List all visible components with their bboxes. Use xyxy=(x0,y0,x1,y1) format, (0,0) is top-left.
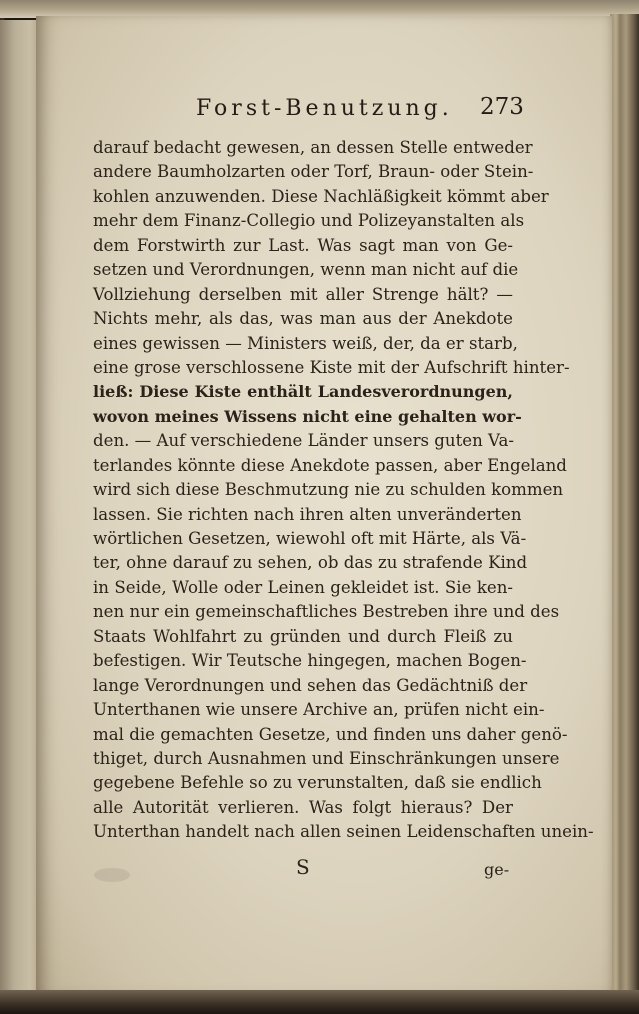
text-line: eine grose verschlossene Kiste mit der Aufschrift hinter- xyxy=(93,357,570,377)
text-line: Unterthan handelt nach allen seinen Leidenschaften unein- xyxy=(93,822,594,842)
text-line: alle Autorität verlieren. Was folgt hieraus? Der xyxy=(93,797,513,817)
text-line: setzen und Verordnungen, wenn man nicht auf die xyxy=(93,260,519,280)
text-line: Unterthanen wie unsere Archive an, prüfen nicht ein- xyxy=(93,700,545,720)
text-line: mehr dem Finanz-Collegio und Polizeyanstalten als xyxy=(93,211,525,231)
text-line: eines gewissen — Ministers weiß, der, da er starb, xyxy=(93,333,518,353)
book-edge xyxy=(610,14,639,994)
text-line: Staats Wohlfahrt zu gründen und durch Fleiß zu xyxy=(93,626,513,646)
text-line: mal die gemachten Gesetze, und finden uns daher genö- xyxy=(93,724,568,744)
facing-page-edge xyxy=(0,20,40,990)
catchword: ge- xyxy=(484,860,510,879)
bottom-edge xyxy=(0,990,639,1014)
text-line: kohlen anzuwenden. Diese Nachläßigkeit kömmt aber xyxy=(93,186,549,206)
text-line: wörtlichen Gesetzen, wiewohl oft mit Härte, als Vä- xyxy=(93,529,527,548)
text-line: dem Forstwirth zur Last. Was sagt man von Ge- xyxy=(93,235,513,255)
text-line: lassen. Sie richten nach ihren alten unveränderten xyxy=(93,504,522,524)
text-line: wovon meines Wissens nicht eine gehalten wor- xyxy=(93,406,522,426)
text-line: ließ: Diese Kiste enthält Landesverordnungen, xyxy=(93,382,513,402)
text-line: lange Verordnungen und sehen das Gedächtniß der xyxy=(93,675,528,695)
body-text xyxy=(93,136,594,845)
text-line: wird sich diese Beschmutzung nie zu schulden kommen xyxy=(93,480,564,500)
text-line: ter, ohne darauf zu sehen, ob das zu strafende Kind xyxy=(93,553,528,573)
text-line: gegebene Befehle so zu verunstalten, daß sie endlich xyxy=(93,773,542,793)
text-line: in Seide, Wolle oder Leinen gekleidet ist. Sie ken- xyxy=(93,577,513,597)
page-number: 273 xyxy=(480,94,524,120)
signature-mark: S xyxy=(296,855,310,879)
running-head: Forst-Benutzung. xyxy=(196,96,453,121)
text-line: thiget, durch Ausnahmen und Einschränkungen unsere xyxy=(93,748,560,768)
ink-smudge xyxy=(94,868,130,882)
text-line: Nichts mehr, als das, was man aus der Anekdote xyxy=(93,309,513,329)
text-line: andere Baumholzarten oder Torf, Braun- oder Stein- xyxy=(93,162,534,182)
text-line: den. — Auf verschiedene Länder unsers guten Va- xyxy=(93,431,515,451)
text-line: Vollziehung derselben mit aller Strenge hält? — xyxy=(93,284,513,304)
text-line: befestigen. Wir Teutsche hingegen, machen Bogen- xyxy=(93,651,527,671)
text-line: terlandes könnte diese Anekdote passen, aber Engeland xyxy=(93,455,567,475)
text-line: nen nur ein gemeinschaftliches Bestreben ihre und des xyxy=(93,602,560,622)
text-line: darauf bedacht gewesen, an dessen Stelle entweder xyxy=(93,138,533,157)
